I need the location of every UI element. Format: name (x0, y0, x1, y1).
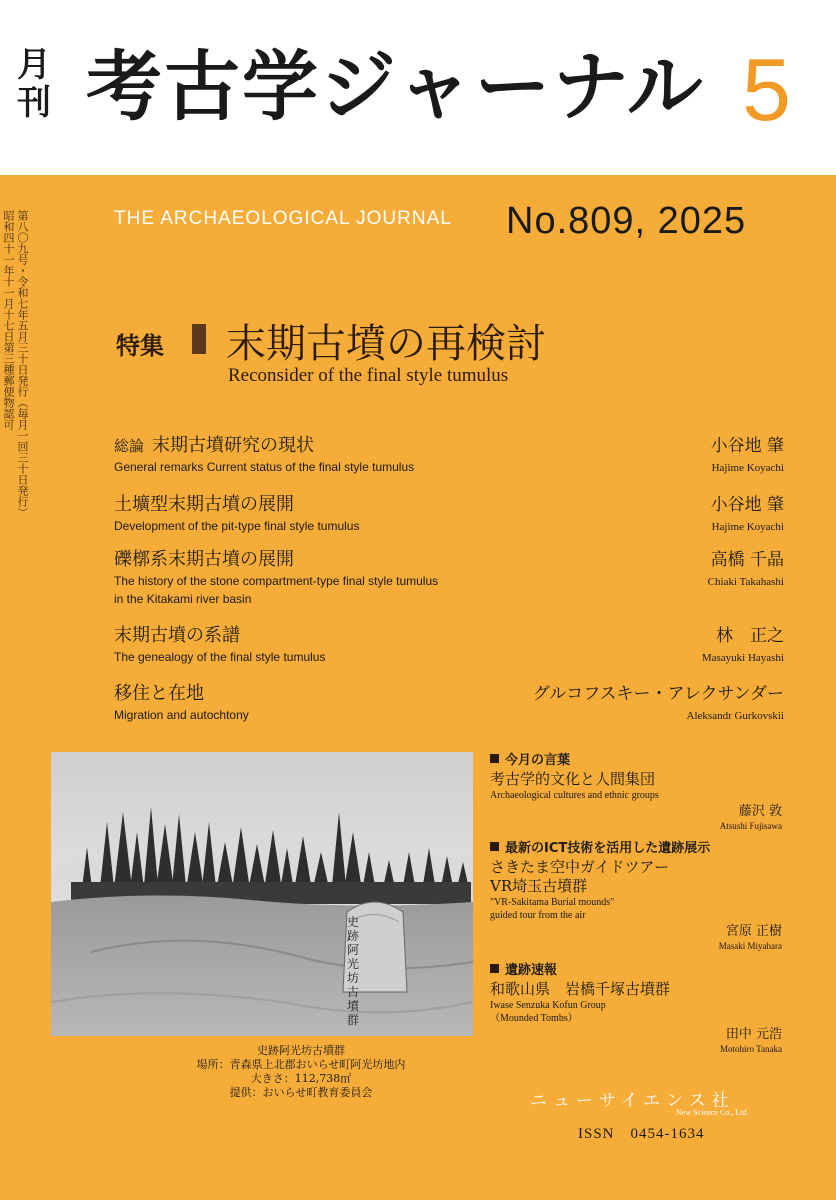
side-section[interactable] (490, 752, 782, 832)
section-author: 藤沢 敦 (738, 804, 782, 819)
caption-location: 場所：青森県上北郡おいらせ町阿光坊地内 (196, 1058, 406, 1071)
section-heading: 今月の言葉 (490, 752, 782, 770)
section-title-en-line2: （Mounded Tombs） (490, 1013, 578, 1024)
article-title: 礫槨系末期古墳の展開 (114, 549, 294, 570)
article-author-en: Masayuki Hayashi (701, 652, 784, 664)
article-title-en: The genealogy of the final style tumulus (114, 650, 326, 664)
article-item[interactable] (114, 434, 784, 484)
square-bullet-icon (490, 964, 499, 973)
section-title-en: Iwase Senzuka Kofun Group (490, 1000, 606, 1011)
article-title: 総論 末期古墳研究の現状 (114, 435, 315, 456)
caption-size: 大きさ：112,738㎡ (250, 1072, 352, 1085)
article-author: 林 正之 (716, 626, 784, 646)
article-title-en: General remarks Current status of the final style tumulus (114, 460, 415, 474)
section-title-line2: VR埼玉古墳群 (490, 877, 588, 895)
article-title-en-line2: in the Kitakami river basin (114, 592, 252, 606)
section-author-en: Masaki Miyahara (718, 941, 782, 951)
tumulus-landscape-image (51, 752, 473, 1036)
journal-title: 考古学ジャーナル (86, 42, 705, 131)
article-title-en: Development of the pit-type final style tumulus (114, 519, 360, 533)
section-author: 田中 元浩 (725, 1027, 782, 1042)
square-bullet-icon (490, 754, 499, 763)
section-title-en-line2: guided tour from the air (490, 910, 586, 921)
section-title-en: "VR-Sakitama Burial mounds" (490, 897, 615, 908)
feature-divider (192, 324, 206, 354)
article-prefix: 総論 (114, 437, 145, 455)
monthly-label: 月刊 (17, 45, 51, 123)
section-title: 和歌山県 岩橋千塚古墳群 (490, 980, 671, 998)
square-bullet-icon (490, 842, 499, 851)
issue-number: No.809, 2025 (506, 200, 747, 242)
publication-date-note: 第八〇九号・令和七年五月三十日発行（毎月一回三十日発行） (16, 210, 29, 518)
side-section[interactable] (490, 962, 782, 1055)
article-author: 小谷地 肇 (710, 495, 784, 515)
article-title-en: The history of the stone compartment-type final style tumulus (114, 574, 439, 588)
article-item[interactable] (114, 682, 784, 732)
journal-english-title: THE ARCHAEOLOGICAL JOURNAL (114, 208, 452, 229)
section-title: 考古学的文化と人間集団 (490, 770, 656, 788)
feature-title: 末期古墳の再検討 (226, 321, 546, 367)
article-author: 小谷地 肇 (710, 436, 784, 456)
publisher-name: ニューサイエンス社 (530, 1091, 735, 1111)
section-author: 宮原 正樹 (725, 924, 782, 939)
feature-subtitle: Reconsider of the final style tumulus (228, 365, 509, 386)
article-item[interactable] (114, 624, 784, 674)
issn: ISSN 0454-1634 (578, 1126, 705, 1142)
article-author-en: Hajime Koyachi (711, 462, 784, 474)
section-author-en: Motohiro Tanaka (720, 1044, 782, 1054)
issue-month: 5 (742, 40, 791, 139)
cover-photo (51, 752, 473, 1036)
article-title: 土壙型末期古墳の展開 (114, 494, 294, 515)
feature-label: 特集 (116, 332, 164, 360)
article-author: グルコフスキー・アレクサンダー (532, 684, 784, 704)
article-title-en: Migration and autochtony (114, 708, 249, 722)
photo-caption (51, 1044, 551, 1100)
section-author-en: Atsushi Fujisawa (719, 821, 782, 831)
section-title-en: Archaeological cultures and ethnic groups (490, 790, 659, 801)
article-title: 末期古墳の系譜 (114, 625, 240, 646)
article-item[interactable] (114, 493, 784, 543)
caption-credit: 提供：おいらせ町教育委員会 (229, 1086, 373, 1099)
side-section[interactable] (490, 840, 782, 952)
publisher-name-en: New Science Co., Ltd. (676, 1108, 749, 1117)
article-author-en: Hajime Koyachi (711, 521, 784, 533)
article-item[interactable] (114, 548, 784, 608)
article-author-en: Aleksandr Gurkovskii (686, 710, 784, 722)
postal-permit-note: 昭和四十一年十一月十七日第三種郵便物認可 (2, 210, 15, 430)
article-author-en: Chiaki Takahashi (707, 576, 784, 588)
monument-inscription: 史跡阿光坊古墳群 (347, 915, 360, 1027)
article-author: 高橋 千晶 (710, 550, 784, 570)
section-heading: 最新のICT技術を活用した遺跡展示 (490, 840, 782, 858)
caption-title: 史跡阿光坊古墳群 (257, 1044, 345, 1057)
article-title: 移住と在地 (114, 683, 204, 704)
section-title: さきたま空中ガイドツアー (490, 858, 670, 876)
section-heading: 遺跡速報 (490, 962, 782, 980)
masthead (0, 0, 836, 175)
